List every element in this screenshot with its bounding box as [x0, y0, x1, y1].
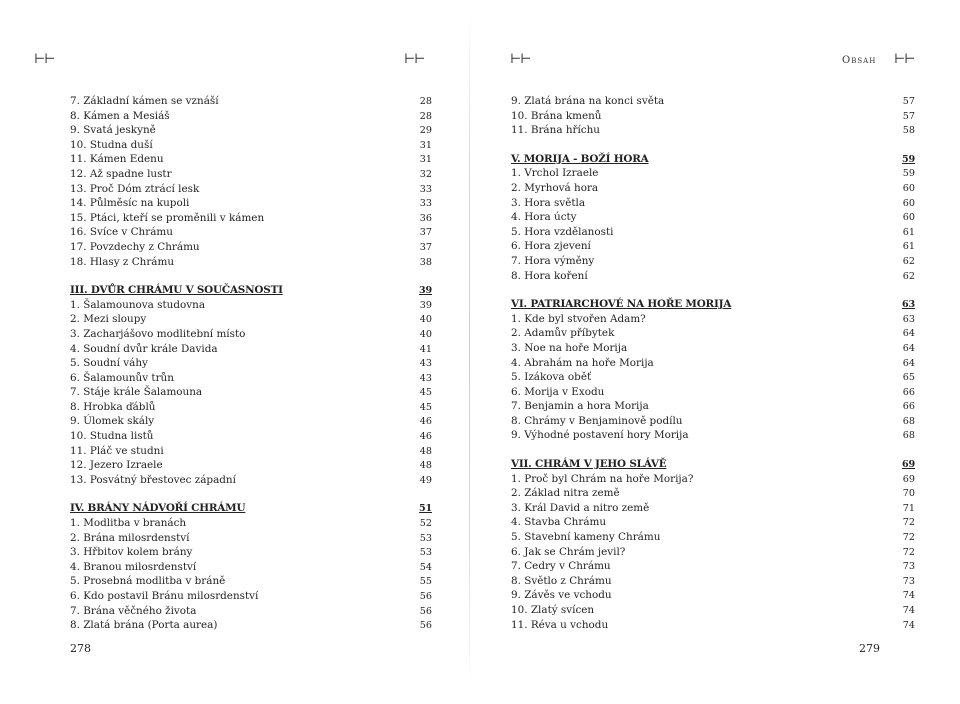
toc-entry	[70, 516, 432, 531]
toc-entry	[70, 574, 432, 589]
toc-entry-title: 1. Šalamounova studovna	[70, 298, 206, 311]
toc-entry	[70, 371, 432, 386]
toc-entry-title: 7. Brána věčného života	[70, 604, 197, 617]
toc-entry	[511, 312, 915, 327]
toc-entry	[70, 604, 432, 619]
toc-entry-page: 56	[419, 591, 432, 602]
toc-entry-page: 46	[419, 416, 432, 428]
toc-entry-title: 5. Izákova oběť	[511, 371, 592, 384]
toc-entry	[511, 94, 915, 109]
toc-entry-page: 74	[902, 590, 915, 602]
toc-section-heading	[70, 501, 432, 516]
toc-entry	[70, 211, 432, 226]
toc-entry-title: 3. Hora světla	[511, 196, 586, 209]
toc-entry	[70, 167, 432, 182]
toc-entry-title: 8. Zlatá brána (Porta aurea)	[70, 619, 218, 632]
toc-section-heading	[70, 283, 432, 298]
toc-entry	[511, 428, 915, 443]
toc-entry-title: 8. Světlo z Chrámu	[511, 574, 612, 587]
toc-entry	[70, 152, 432, 167]
toc-entry-page: 41	[419, 343, 432, 355]
toc-entry-page: 63	[902, 299, 915, 311]
toc-entry	[511, 472, 915, 487]
toc-entry-title: 4. Soudní dvůr krále Davida	[70, 342, 218, 355]
toc-list-left	[70, 94, 432, 633]
toc-entry	[70, 123, 432, 138]
toc-entry	[511, 210, 915, 225]
toc-entry-title: VI. PATRIARCHOVÉ NA HOŘE MORIJA	[511, 298, 732, 311]
toc-entry-title: 11. Kámen Edenu	[70, 153, 164, 166]
toc-entry	[511, 196, 915, 211]
toc-entry-title: 13. Posvátný břestovec západní	[70, 473, 236, 486]
toc-entry	[70, 545, 432, 560]
toc-entry-title: 2. Myrhová hora	[511, 181, 599, 194]
toc-entry-page: 32	[419, 168, 432, 180]
toc-entry-page: 74	[902, 619, 915, 631]
left-page	[0, 0, 470, 704]
toc-entry	[70, 444, 432, 459]
toc-entry-page: 64	[902, 357, 915, 369]
toc-entry	[70, 225, 432, 240]
toc-entry-title: 18. Hlasy z Chrámu	[70, 255, 175, 268]
toc-entry-page: 61	[902, 241, 915, 253]
toc-list-right	[511, 94, 915, 632]
toc-entry	[511, 254, 915, 269]
toc-entry-page: 57	[902, 96, 915, 107]
toc-entry-title: 6. Hora zjevení	[511, 240, 591, 253]
toc-entry-page: 68	[902, 415, 915, 427]
toc-entry-title: 8. Hora koření	[511, 269, 588, 282]
toc-entry-page: 31	[419, 139, 432, 151]
toc-entry-title: 5. Soudní váhy	[70, 357, 148, 370]
toc-entry-page: 51	[419, 503, 432, 515]
toc-entry-page: 72	[902, 546, 915, 558]
toc-entry-page: 45	[419, 387, 432, 399]
toc-entry-title: VII. CHRÁM V JEHO SLÁVĚ	[511, 458, 667, 471]
toc-entry-page: 53	[419, 532, 432, 544]
toc-entry	[70, 240, 432, 255]
toc-entry-page: 39	[419, 299, 432, 311]
toc-entry-page: 56	[419, 620, 432, 632]
toc-entry-title: 4. Stavba Chrámu	[511, 516, 607, 529]
toc-entry	[70, 312, 432, 327]
toc-entry-page: 48	[419, 460, 432, 472]
toc-entry-page: 72	[902, 532, 915, 544]
toc-entry	[70, 196, 432, 211]
toc-entry-page: 64	[902, 328, 915, 340]
toc-entry-page: 62	[902, 255, 915, 267]
toc-entry-title: 4. Abrahám na hoře Morija	[511, 356, 654, 369]
toc-entry-title: 3. Noe na hoře Morija	[511, 341, 628, 354]
toc-entry-title: 2. Základ nitra země	[511, 487, 620, 500]
toc-entry-page: 57	[902, 110, 915, 122]
toc-entry-title: 3. Zacharjášovo modlitební místo	[70, 327, 246, 340]
toc-entry-page: 74	[902, 605, 915, 616]
toc-entry-title: 11. Brána hříchu	[511, 124, 601, 137]
toc-entry-page: 53	[419, 547, 432, 559]
toc-entry-title: 7. Hora výměny	[511, 254, 595, 267]
toc-entry	[511, 341, 915, 356]
toc-entry-title: 12. Jezero Izraele	[70, 459, 163, 472]
toc-entry-page: 49	[419, 474, 432, 486]
toc-entry-page: 70	[902, 488, 915, 500]
toc-entry-title: 14. Půlměsíc na kupoli	[70, 197, 190, 210]
toc-entry-title: 2. Mezi sloupy	[70, 313, 147, 326]
toc-entry-title: 7. Stáje krále Šalamouna	[70, 386, 203, 399]
toc-entry	[511, 109, 915, 124]
toc-entry-title: 17. Povzdechy z Chrámu	[70, 240, 200, 253]
toc-entry-title: 6. Šalamounův trůn	[70, 371, 174, 384]
toc-entry	[70, 531, 432, 546]
toc-entry-title: V. MORIJA - BOŽÍ HORA	[511, 152, 649, 165]
header-marks-left: ⊢⊢	[34, 52, 55, 67]
toc-entry	[511, 370, 915, 385]
toc-entry-page: 48	[419, 445, 432, 457]
toc-entry	[511, 239, 915, 254]
toc-entry	[70, 429, 432, 444]
toc-entry-title: 8. Hrobka ďáblů	[70, 400, 156, 413]
toc-entry-title: 1. Proč byl Chrám na hoře Morija?	[511, 472, 694, 485]
toc-entry-page: 65	[902, 372, 915, 384]
toc-entry	[511, 326, 915, 341]
toc-entry-title: 9. Zlatá brána na konci světa	[511, 95, 665, 107]
toc-entry-title: 8. Chrámy v Benjaminově podílu	[511, 414, 683, 427]
toc-entry	[511, 603, 915, 618]
toc-entry	[70, 560, 432, 575]
toc-entry-title: 7. Benjamin a hora Morija	[511, 400, 649, 413]
toc-entry-title: 5. Hora vzdělanosti	[511, 225, 614, 238]
toc-entry-page: 59	[902, 168, 915, 180]
toc-entry-page: 72	[902, 517, 915, 529]
toc-entry-title: 3. Král David a nitro země	[511, 501, 650, 514]
toc-entry-title: III. DVŮR CHRÁMU V SOUČASNOSTI	[70, 284, 283, 297]
toc-entry-title: 8. Kámen a Mesiáš	[70, 109, 170, 122]
toc-entry-page: 33	[419, 183, 432, 195]
toc-entry	[70, 255, 432, 270]
toc-entry-title: 1. Kde byl stvořen Adam?	[511, 312, 646, 325]
toc-entry-page: 68	[902, 430, 915, 442]
toc-entry-page: 66	[902, 386, 915, 398]
toc-entry-page: 36	[419, 212, 432, 224]
toc-entry	[511, 559, 915, 574]
toc-entry-page: 37	[419, 227, 432, 239]
header-marks-right-inner: ⊢⊢	[510, 52, 531, 67]
toc-entry	[511, 166, 915, 181]
toc-entry-title: 6. Jak se Chrám jevil?	[511, 545, 626, 558]
toc-entry	[511, 414, 915, 429]
toc-entry-title: 6. Morija v Exodu	[511, 385, 605, 398]
toc-entry-page: 60	[902, 197, 915, 209]
toc-entry-page: 38	[419, 256, 432, 268]
toc-entry-page: 69	[902, 473, 915, 485]
toc-entry-page: 58	[902, 125, 915, 137]
toc-entry	[511, 123, 915, 138]
toc-entry-title: 2. Adamův příbytek	[511, 327, 615, 340]
toc-entry-title: 4. Branou milosrdenství	[70, 560, 197, 573]
toc-entry-title: 5. Stavební kameny Chrámu	[511, 531, 661, 544]
toc-entry-page: 63	[902, 313, 915, 325]
toc-entry	[70, 298, 432, 313]
toc-entry-page: 56	[419, 605, 432, 617]
toc-entry-page: 43	[419, 358, 432, 370]
toc-entry	[70, 182, 432, 197]
toc-section-heading	[511, 152, 915, 167]
toc-entry-page: 33	[419, 198, 432, 210]
toc-entry-page: 39	[419, 285, 432, 297]
toc-entry-title: 10. Studna duší	[70, 138, 153, 151]
toc-entry-page: 31	[419, 154, 432, 166]
toc-entry-title: 13. Proč Dóm ztrácí lesk	[70, 182, 200, 195]
toc-entry-page: 73	[902, 575, 915, 587]
toc-entry-title: 10. Studna listů	[70, 430, 154, 443]
toc-entry-title: 11. Pláč ve studni	[70, 444, 164, 457]
header-marks-right: ⊢⊢	[894, 52, 915, 67]
toc-entry-title: 4. Hora úcty	[511, 211, 577, 224]
header-marks-left-inner: ⊢⊢	[404, 52, 425, 67]
toc-entry-page: 29	[419, 125, 432, 137]
toc-entry-title: 7. Základní kámen se vznáší	[70, 95, 219, 107]
toc-entry-title: 9. Svatá jeskyně	[70, 124, 156, 137]
toc-entry-page: 60	[902, 212, 915, 224]
toc-entry-page: 59	[902, 153, 915, 165]
toc-entry-page: 40	[419, 328, 432, 340]
toc-entry	[70, 342, 432, 357]
toc-entry-title: 9. Závěs ve vchodu	[511, 589, 612, 602]
toc-entry-page: 43	[419, 372, 432, 384]
toc-entry	[70, 94, 432, 109]
toc-entry-title: 5. Prosebná modlitba v bráně	[70, 575, 226, 588]
toc-entry	[511, 486, 915, 501]
toc-entry-page: 28	[419, 110, 432, 122]
toc-entry-title: 9. Výhodné postavení hory Morija	[511, 429, 689, 442]
toc-entry	[70, 400, 432, 415]
toc-entry	[70, 618, 432, 633]
toc-entry	[511, 356, 915, 371]
toc-entry-title: 1. Vrchol Izraele	[511, 167, 599, 180]
toc-entry	[511, 385, 915, 400]
toc-section-heading	[511, 457, 915, 472]
toc-entry-page: 71	[902, 502, 915, 514]
page-number-right: 279	[859, 642, 880, 655]
toc-entry-title: 9. Úlomek skály	[70, 415, 155, 428]
toc-entry-title: 10. Zlatý svícen	[511, 604, 595, 616]
toc-entry	[511, 399, 915, 414]
toc-entry	[511, 501, 915, 516]
toc-entry	[70, 327, 432, 342]
toc-entry	[511, 530, 915, 545]
right-page	[470, 0, 960, 704]
toc-entry-page: 73	[902, 561, 915, 573]
toc-entry-page: 69	[902, 459, 915, 471]
toc-entry-title: 12. Až spadne lustr	[70, 167, 172, 180]
toc-entry	[511, 181, 915, 196]
toc-entry-page: 66	[902, 401, 915, 413]
toc-entry-page: 40	[419, 314, 432, 326]
toc-entry	[70, 138, 432, 153]
toc-entry	[70, 473, 432, 488]
toc-entry-title: 3. Hřbitov kolem brány	[70, 546, 193, 559]
toc-entry	[511, 225, 915, 240]
toc-entry-title: 1. Modlitba v branách	[70, 517, 187, 530]
toc-entry-page: 45	[419, 401, 432, 413]
toc-entry	[511, 574, 915, 589]
toc-entry-title: 16. Svíce v Chrámu	[70, 226, 173, 239]
toc-entry-page: 37	[419, 241, 432, 253]
running-header-title: Obsah	[842, 55, 877, 66]
toc-entry-page: 55	[419, 576, 432, 588]
toc-entry	[70, 109, 432, 124]
toc-entry-title: 10. Brána kmenů	[511, 109, 602, 122]
toc-entry-page: 28	[419, 96, 432, 107]
toc-entry-page: 52	[419, 518, 432, 530]
toc-entry-page: 60	[902, 182, 915, 194]
page-number-left: 278	[70, 642, 91, 655]
toc-entry	[511, 618, 915, 633]
toc-entry-page: 61	[902, 226, 915, 238]
toc-entry	[511, 515, 915, 530]
toc-section-heading	[511, 297, 915, 312]
toc-entry-title: 2. Brána milosrdenství	[70, 531, 190, 544]
toc-entry	[70, 414, 432, 429]
toc-entry	[511, 588, 915, 603]
toc-entry-title: 15. Ptáci, kteří se proměnili v kámen	[70, 211, 265, 224]
toc-entry-page: 54	[419, 561, 432, 573]
toc-entry-title: 7. Cedry v Chrámu	[511, 560, 611, 573]
toc-entry	[511, 545, 915, 560]
toc-entry	[511, 269, 915, 284]
toc-entry-title: IV. BRÁNY NÁDVOŘÍ CHRÁMU	[70, 502, 246, 515]
toc-entry-page: 46	[419, 431, 432, 443]
toc-entry-title: 6. Kdo postavil Bránu milosrdenství	[70, 590, 259, 602]
toc-entry	[70, 589, 432, 604]
toc-entry-page: 64	[902, 342, 915, 354]
toc-entry	[70, 385, 432, 400]
toc-entry	[70, 356, 432, 371]
toc-entry-title: 11. Réva u vchodu	[511, 618, 609, 631]
toc-entry	[70, 458, 432, 473]
toc-entry-page: 62	[902, 270, 915, 282]
